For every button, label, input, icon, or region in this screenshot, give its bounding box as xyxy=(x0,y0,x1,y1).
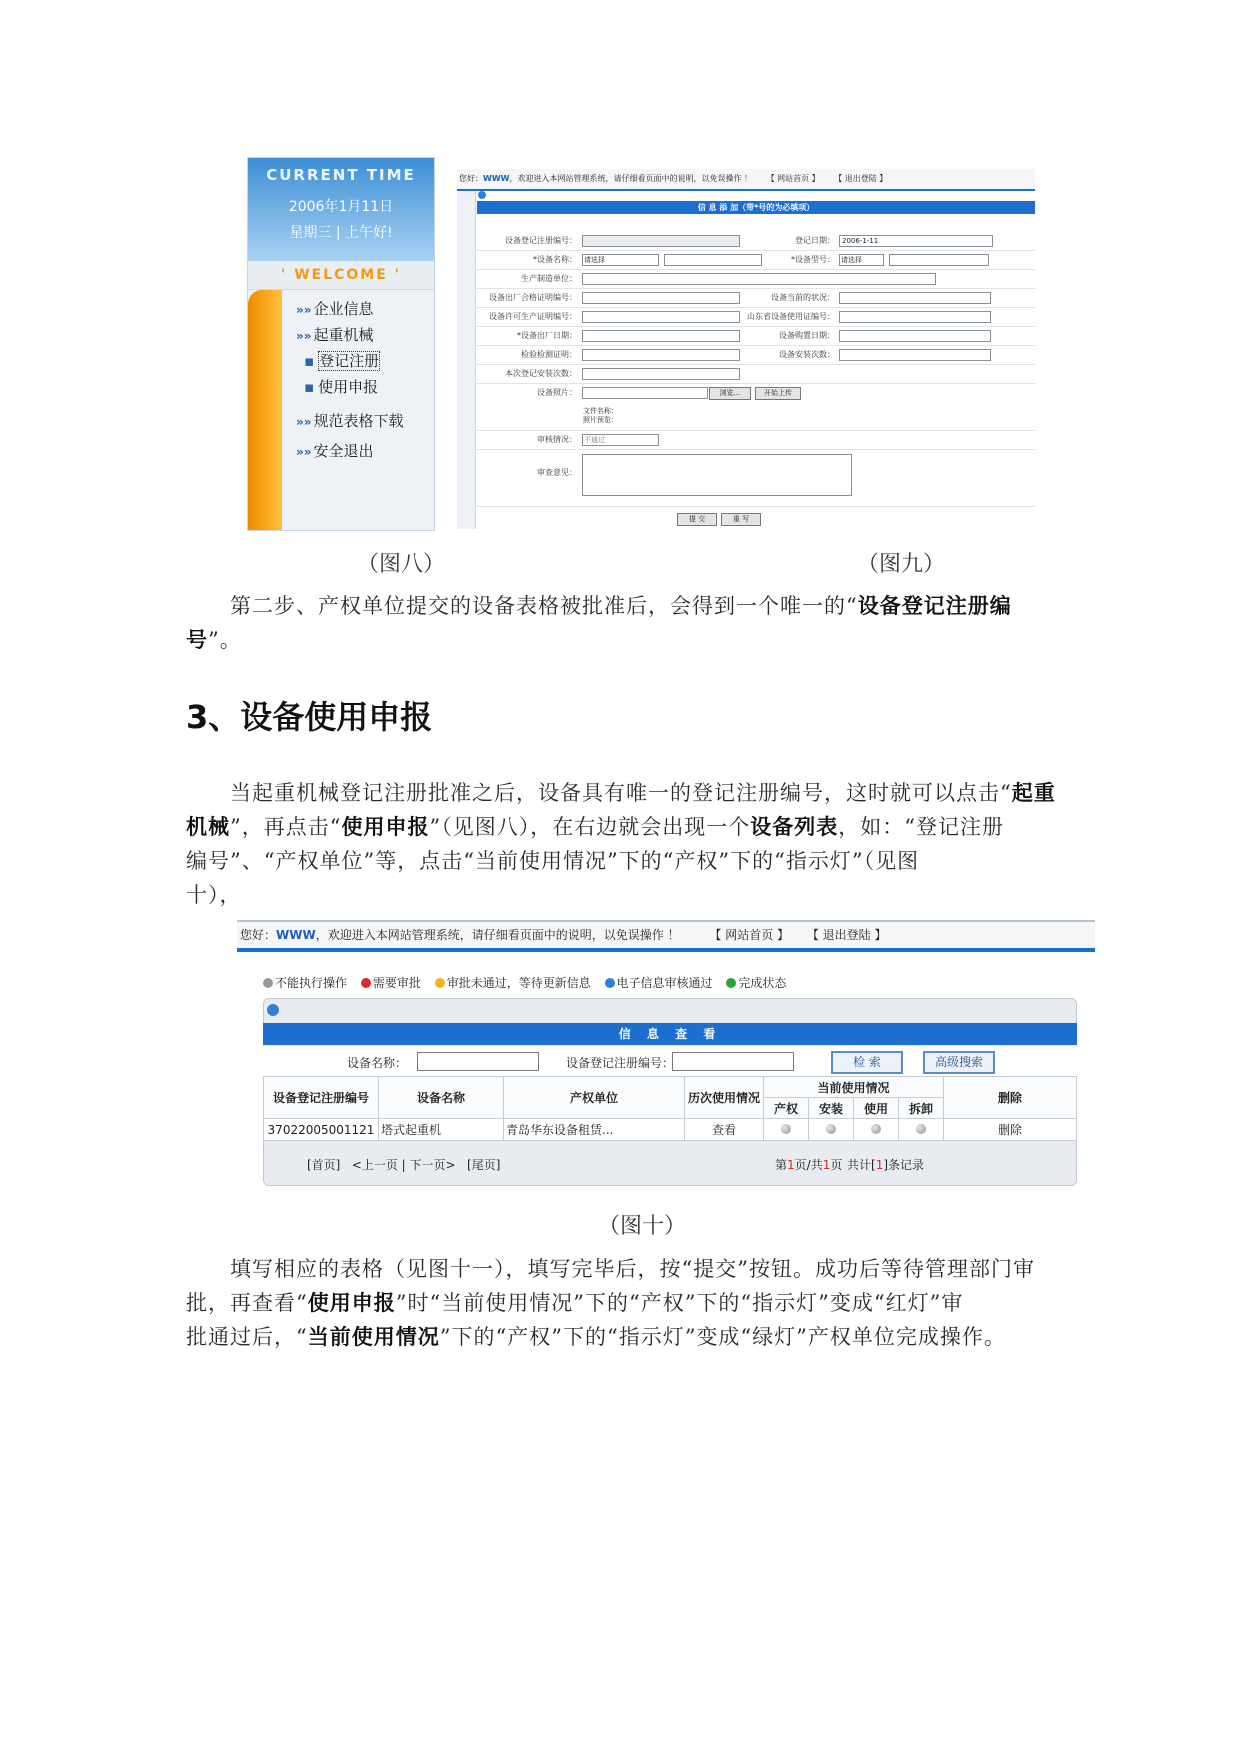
caption-figure-8: （图八） xyxy=(357,552,446,577)
menu-item-form-download[interactable]: »» 规范表格下载 xyxy=(296,412,404,430)
section-heading: 3、设备使用申报 xyxy=(186,698,433,736)
menu-item-company-info[interactable]: »» 企业信息 xyxy=(296,300,374,318)
inspect-field[interactable] xyxy=(582,349,740,361)
form-row: 设备出厂合格证明编号： 设备当前的状况： xyxy=(477,289,1035,308)
bullet-icon: ▪ xyxy=(304,352,315,370)
advanced-search-button[interactable]: 高级搜索 xyxy=(923,1051,995,1074)
form-row: 审核情况： 不通过 xyxy=(477,431,1035,450)
caption-figure-9: （图九） xyxy=(857,552,946,577)
blue-lamp-icon xyxy=(605,978,615,988)
panel-title: 信 息 查 看 xyxy=(263,1023,1077,1045)
menu-item-crane[interactable]: »» 起重机械 xyxy=(296,326,374,344)
out-date-field[interactable] xyxy=(582,330,740,342)
current-date: 2006年1月11日 xyxy=(288,199,394,215)
gray-lamp-icon xyxy=(263,978,273,988)
yellow-lamp-icon xyxy=(435,978,445,988)
collapsed-sidebar xyxy=(457,191,476,529)
browse-button[interactable]: 浏览... xyxy=(709,387,751,400)
caption-figure-10: （图十） xyxy=(598,1214,687,1239)
name-select[interactable]: 请选择 xyxy=(582,254,659,266)
pagination-links[interactable]: [首页] <上一页 | 下一页> [尾页] xyxy=(307,1158,501,1172)
license-field[interactable] xyxy=(582,311,740,323)
reg-date-field[interactable]: 2006-1-11 xyxy=(839,235,993,247)
form-row: 审查意见： xyxy=(477,450,1035,507)
double-chevron-icon: »» xyxy=(296,445,312,459)
submit-button[interactable]: 提 交 xyxy=(677,513,717,526)
form-row: 检验检测证明： 设备安装次数： xyxy=(477,346,1035,365)
reg-no-search-input[interactable] xyxy=(672,1052,794,1071)
menu-item-registration[interactable]: ▪ 登记注册 xyxy=(304,352,380,370)
record-count: 共计[1]条记录 xyxy=(847,1158,925,1172)
this-install-field[interactable] xyxy=(582,368,740,380)
form-row: 生产制造单位： xyxy=(477,270,1035,289)
delete-link[interactable]: 删除 xyxy=(944,1119,1077,1141)
figure-10-info-view xyxy=(237,920,1095,1192)
form-row: 设备照片： 浏览... 开始上传 文件名称： 照片预览： xyxy=(477,384,1035,431)
model-select[interactable]: 请选择 xyxy=(839,254,884,266)
ownership-indicator-lamp-icon[interactable] xyxy=(781,1124,791,1134)
info-icon xyxy=(478,191,486,199)
menu-item-logout[interactable]: »» 安全退出 xyxy=(296,442,374,460)
reset-button[interactable]: 重 写 xyxy=(721,513,761,526)
table-row: 37022005001121 塔式起重机 青岛华东设备租赁... 查看 删除 xyxy=(264,1119,1077,1141)
status-legend xyxy=(263,974,796,991)
double-chevron-icon: »» xyxy=(296,415,312,429)
home-link[interactable]: 【 网站首页 】 xyxy=(709,928,790,942)
sidebar-menu xyxy=(296,296,426,464)
form-row: 本次登记安装次数： xyxy=(477,365,1035,384)
legend-item: 完成状态 xyxy=(726,976,786,990)
paragraph-usage-declaration: 当起重机械登记注册批准之后，设备具有唯一的登记注册编号，这时就可以点击“起重 机械”，再点击“使用申报”（见图八），在右边就会出现一个设备列表，如：“登记注册 编号”、“产权单位”等，点击“当前使用情况”下的“产权”下的“指示灯”（见图 十）， xyxy=(186,781,1056,907)
install-indicator-lamp-icon xyxy=(826,1124,836,1134)
opinion-textarea[interactable] xyxy=(582,454,852,496)
search-bar: 设备名称： 设备登记注册编号： 检 索 高级搜索 xyxy=(263,1046,1077,1076)
maker-field[interactable] xyxy=(582,273,936,285)
weekday-greeting: 星期三 | 上午好! xyxy=(289,225,393,241)
info-icon xyxy=(267,1004,279,1016)
audit-select[interactable]: 不通过 xyxy=(582,434,659,446)
legend-item: 需要审批 xyxy=(361,976,421,990)
double-chevron-icon: »» xyxy=(296,329,312,343)
status-field[interactable] xyxy=(839,292,991,304)
top-bar: 您好：WWW，欢迎进入本网站管理系统，请仔细看页面中的说明，以免误操作 ！ 【 网站首页 】 【 退出登陆 】 xyxy=(457,169,1035,191)
use-indicator-lamp-icon xyxy=(871,1124,881,1134)
form-row: *设备出厂日期： 设备购置日期： xyxy=(477,327,1035,346)
form-row: 设备许可生产证明编号： 山东省设备使用证编号： xyxy=(477,308,1035,327)
history-view-link[interactable]: 查看 xyxy=(685,1119,764,1141)
dismantle-indicator-lamp-icon xyxy=(916,1124,926,1134)
legend-item: 不能执行操作 xyxy=(263,976,347,990)
upload-button[interactable]: 开始上传 xyxy=(755,387,801,400)
equipment-table: 设备登记注册编号 设备名称 产权单位 历次使用情况 当前使用情况 删除 产权 安装 使用 拆卸 37022005001121 塔式起重机 青岛华东设备租赁... 查看 删除 xyxy=(263,1076,1077,1141)
sidebar-decoration xyxy=(248,290,282,530)
cert-field[interactable] xyxy=(582,292,740,304)
legend-item: 审批未通过，等待更新信息 xyxy=(435,976,591,990)
current-time-title: CURRENT TIME xyxy=(266,166,416,184)
logout-link[interactable]: 【 退出登陆 】 xyxy=(834,174,888,183)
install-count-field[interactable] xyxy=(839,349,991,361)
current-time-panel xyxy=(248,158,434,261)
sd-cert-field[interactable] xyxy=(839,311,991,323)
figure-9-add-form xyxy=(457,169,1035,529)
welcome-banner: ' WELCOME ' xyxy=(248,261,434,290)
form-row: 设备登记注册编号： 登记日期： 2006-1-11 xyxy=(477,232,1035,251)
form-title: 信 息 添 加（带*号的为必填项） xyxy=(477,201,1035,214)
legend-item: 电子信息审核通过 xyxy=(605,976,713,990)
figure-8-sidebar xyxy=(247,157,435,531)
top-bar: 您好：WWW，欢迎进入本网站管理系统，请仔细看页面中的说明，以免误操作 ！ 【 网站首页 】 【 退出登陆 】 xyxy=(237,922,1095,952)
pagination xyxy=(263,1155,1077,1175)
model-field[interactable] xyxy=(889,254,989,266)
page-info: 第1页/共1页 xyxy=(775,1158,843,1172)
double-chevron-icon: »» xyxy=(296,303,312,317)
paragraph-step-two: 第二步、产权单位提交的设备表格被批准后，会得到一个唯一的“设备登记注册编 号”。 xyxy=(186,594,1012,652)
reg-no-field xyxy=(582,235,740,247)
form-row: *设备名称： 请选择 *设备型号： 请选择 xyxy=(477,251,1035,270)
paragraph-fill-form: 填写相应的表格（见图十一），填写完毕后，按“提交”按钮。成功后等待管理部门审 批，再查看“使用申报”时“当前使用情况”下的“产权”下的“指示灯”变成“红灯”审 批通过后，“当前使用情况”下的“产权”下的“指示灯”变成“绿灯”产权单位完成操作。 xyxy=(186,1257,1035,1349)
search-button[interactable]: 检 索 xyxy=(831,1051,903,1074)
equipment-name-search-input[interactable] xyxy=(417,1052,539,1071)
logout-link[interactable]: 【 退出登陆 】 xyxy=(806,928,887,942)
red-lamp-icon xyxy=(361,978,371,988)
menu-item-usage-declaration[interactable]: ▪ 使用申报 xyxy=(304,378,379,396)
photo-field[interactable] xyxy=(582,387,708,399)
bullet-icon: ▪ xyxy=(304,378,315,396)
home-link[interactable]: 【 网站首页 】 xyxy=(766,174,820,183)
buy-date-field[interactable] xyxy=(839,330,991,342)
green-lamp-icon xyxy=(726,978,736,988)
